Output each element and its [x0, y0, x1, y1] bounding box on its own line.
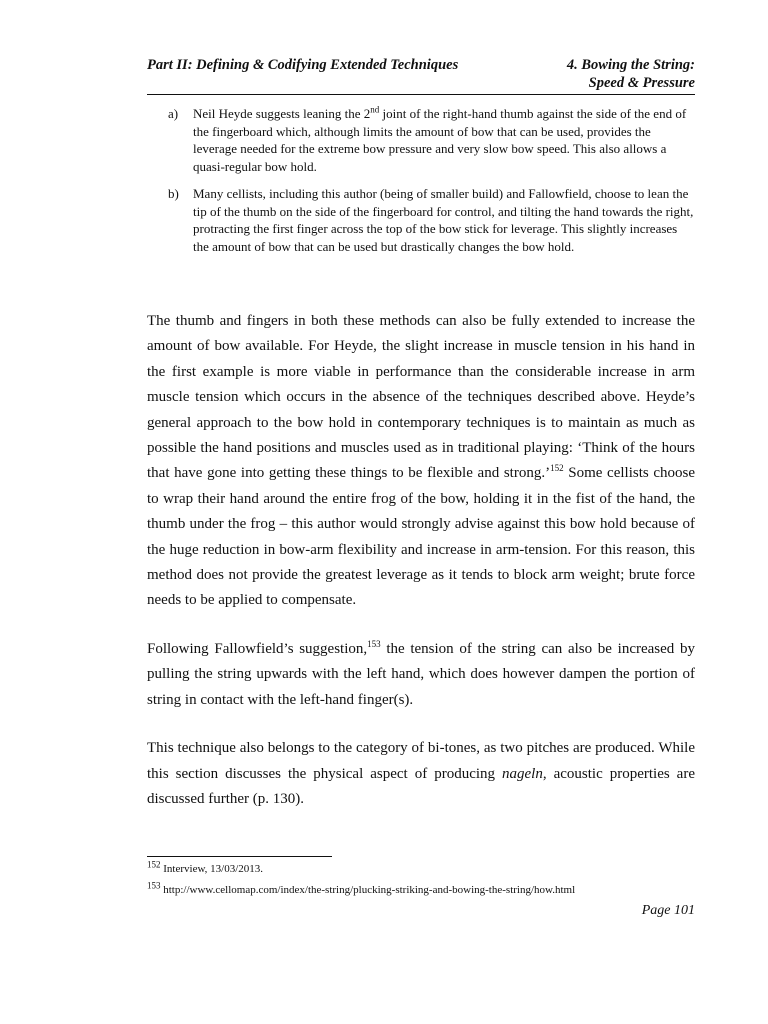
footnote-link[interactable]: http://www.cellomap.com/index/the-string/plucking-striking-and-bowing-the-string/how.html	[160, 884, 576, 896]
footnote-ref[interactable]: 152	[550, 463, 564, 474]
paragraph-text: , acoustic properties are discussed further (p. 130).	[147, 765, 695, 807]
ordinal-superscript: nd	[370, 104, 380, 115]
italic-term: nageln	[502, 765, 543, 782]
list-item-text: Neil Heyde suggests leaning the 2	[193, 106, 371, 121]
paragraph-text: This technique also belongs to the category of bi-tones, as two pitches are produced. While this section discusses the physical aspect of producing	[147, 740, 695, 782]
header-part-title: Part II: Defining & Codifying Extended Techniques	[147, 57, 459, 73]
paragraph-text: Following Fallowfield’s suggestion,	[147, 640, 368, 657]
header-chapter-title	[567, 56, 695, 92]
paragraph	[147, 309, 695, 614]
list-item-text: Many cellists, including this author (being of smaller build) and Fallowfield, choose to lean the tip of the thumb on the side of the fingerboard for control, and tilting the hand towards the right, protracting the first finger across the top of the bow stick for leverage. This slightly increases the amount of bow that can be used but drastically changes the bow hold.	[193, 186, 694, 254]
paragraph-text: Some cellists choose to wrap their hand around the entire frog of the bow, holding it in the fist of the hand, the thumb under the frog – this author would strongly advise against this bow hold because of the huge reduction in bow-arm flexibility and increase in arm-tension. For this reason, this method does not provide the greatest leverage as it tends to block arm weight; brute force needs to be applied to compensate.	[147, 465, 696, 609]
bow-hold-methods-list	[168, 105, 695, 265]
header-chapter-line1: 4. Bowing the String:	[566, 57, 695, 73]
paragraph	[147, 736, 695, 812]
list-item-text: joint of the right-hand thumb against the side of the end of the fingerboard which, although limits the amount of bow that can be used, provides the leverage needed for the extreme bow pressure and very slow bow speed. This also allows a quasi-regular bow hold.	[193, 106, 687, 174]
footnote	[147, 859, 695, 877]
body-text	[147, 309, 695, 812]
footnote-text: Interview, 13/03/2013.	[160, 863, 264, 875]
list-marker: a)	[168, 106, 179, 121]
footnotes	[147, 859, 695, 904]
footnote-number: 152	[147, 859, 161, 870]
footnote	[147, 880, 695, 898]
header-rule	[147, 94, 695, 95]
paragraph-text: The thumb and fingers in both these methods can also be fully extended to increase the amount of bow available. For Heyde, the slight increase in muscle tension in his hand in the first example is more viable in performance than the considerable increase in arm muscle tension which occurs in the absence of the techniques described above. Heyde’s general approach to the bow hold in contemporary techniques is to maintain as much as possible the hand positions and muscles used as in traditional playing: ‘Think of the hours that have gone into getting these things to be flexible and strong.’	[147, 313, 695, 482]
footnote-number: 153	[147, 880, 161, 891]
paragraph-text: the tension of the string can also be increased by pulling the string upwards with the left hand, which does however dampen the portion of string in contact with the left-hand finger(s).	[147, 640, 695, 708]
paragraph	[147, 637, 695, 713]
list-item-b	[168, 185, 695, 255]
footnote-ref[interactable]: 153	[367, 638, 381, 649]
footnote-rule	[147, 856, 332, 857]
list-marker: b)	[168, 186, 179, 201]
list-item-a	[168, 105, 695, 175]
header-chapter-line2: Speed & Pressure	[588, 75, 695, 91]
page-number: Page 101	[641, 903, 695, 918]
